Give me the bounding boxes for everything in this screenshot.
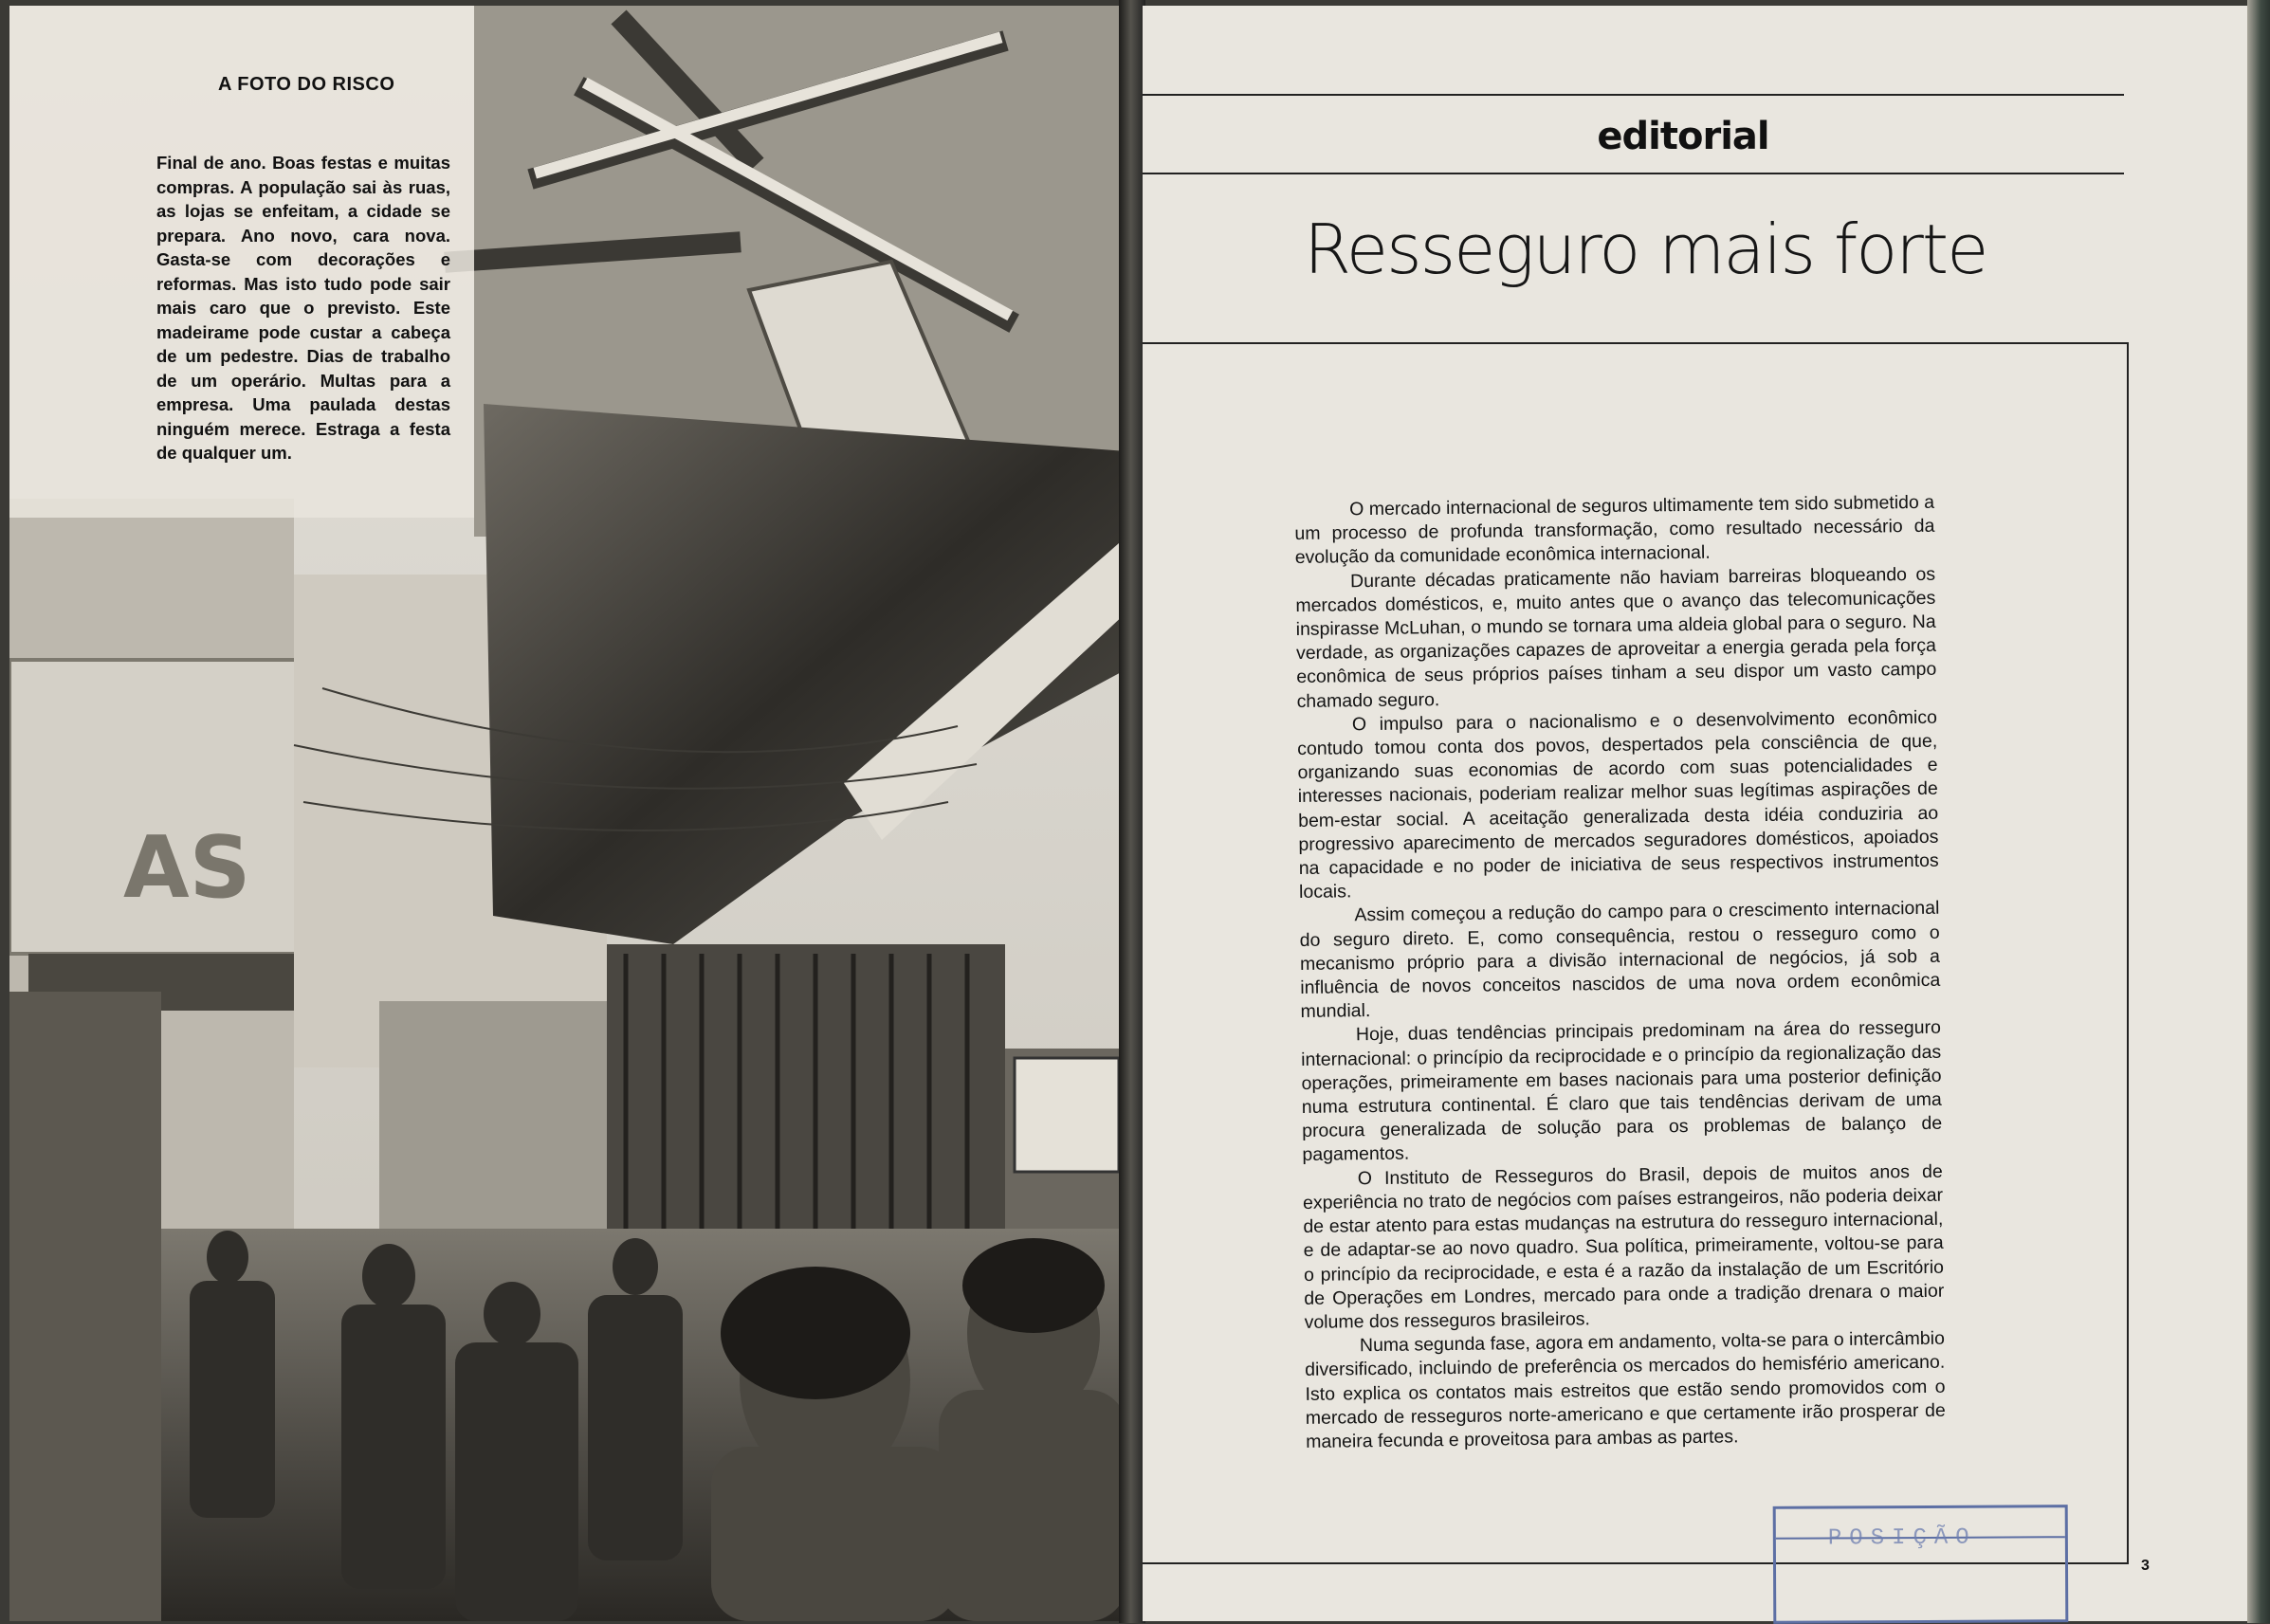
caption-title: A FOTO DO RISCO	[218, 74, 395, 95]
article-body	[1294, 491, 1946, 1454]
page-gutter	[1119, 0, 1145, 1623]
top-rule	[1143, 94, 2124, 96]
section-rule	[1143, 173, 2124, 174]
right-page	[1143, 6, 2247, 1621]
page-number: 3	[2141, 1558, 2150, 1574]
paragraph: Numa segunda fase, agora em andamento, volta-se para o intercâmbio diversificado, incluindo de preferência os mercados do hemisfério americano. Isto explica os contatos mais estreitos que estão sendo promovidos com o mercado de resseguros norte-americano e que certamente irão prosperar de maneira fecunda e proveitosa para ambas as partes.	[1305, 1327, 1946, 1452]
library-stamp	[1773, 1505, 2069, 1624]
paragraph: Durante décadas praticamente não haviam barreiras bloqueando os mercados domésticos, e, muito antes que o avanço das telecomunicações inspirasse McLuhan, o mundo se tornara uma aldeia global para o seguro. Na verdade, as organizações capazes de aproveitar a energia gerada pela força econômica de seus próprios países tinham a seu dispor um vasto campo chamado seguro.	[1295, 563, 1937, 712]
book-edge	[2247, 0, 2270, 1623]
photo-caption	[147, 74, 450, 465]
paragraph: Hoje, duas tendências principais predominam na área do resseguro internacional: o princípio da reciprocidade e o princípio da regionalização das operações, primeiramente em bases nacionais para uma posterior definição numa estrutura continental. É claro que tais tendências derivam de uma procura generalizada de solução para os problemas de balanço de pagamentos.	[1301, 1017, 1943, 1166]
svg-text:AS: AS	[123, 818, 251, 918]
stamp-text: POSIÇÃO	[1827, 1524, 1977, 1552]
paragraph: O mercado internacional de seguros ultimamente tem sido submetido a um processo de profunda transformação, como resultado necessário da evolução da comunidade econômica internacional.	[1294, 491, 1935, 569]
section-label: editorial	[1597, 115, 1769, 158]
left-page	[9, 6, 1126, 1621]
paragraph: Assim começou a redução do campo para o crescimento internacional do seguro direto. E, como consequência, restou o resseguro como o mecanismo próprio para a divisão internacional de negócios, já sob a influência de novos conceitos nascidos de uma nova ordem econômica mundial.	[1299, 898, 1941, 1023]
paragraph: O Instituto de Resseguros do Brasil, depois de muitos anos de experiência no trato de negócios com países estrangeiros, não poderia deixar de estar atento para estas mudanças na estrutura do resseguro internacional, e de adaptar-se ao novo quadro. Sua política, primeiramente, voltou-se para o princípio da reciprocidade, e esta é a razão da instalação de um Escritório de Operações em Londres, mercado para onde a tradição drenara o maior volume dos resseguros brasileiros.	[1302, 1160, 1945, 1333]
headline: Resseguro mais forte	[1304, 210, 1987, 289]
caption-text: Final de ano. Boas festas e muitas compras. A população sai às ruas, as lojas se enfeitam, a cidade se prepara. Ano novo, cara nova. Gasta-se com decorações e reformas. Mas isto tudo pode sair mais caro que o previsto. Este madeirame pode custar a cabeça de um pedestre. Dias de trabalho de um operário. Multas para a empresa. Uma paulada destas ninguém merece. Estraga a festa de qualquer um.	[156, 153, 450, 463]
paragraph: O impulso para o nacionalismo e o desenvolvimento econômico contudo tomou conta dos povos, despertados pela consciência de que, organizando suas economias de acordo com suas potencialidades e interesses nacionais, poderiam realizar melhor suas legítimas aspirações de bem-estar social. A aceitação generalizada desta idéia conduziria ao progressivo aparecimento de mercados seguradores domésticos, apoiados na capacidade e no poder de iniciativa de seus respectivos instrumentos locais.	[1297, 706, 1939, 903]
